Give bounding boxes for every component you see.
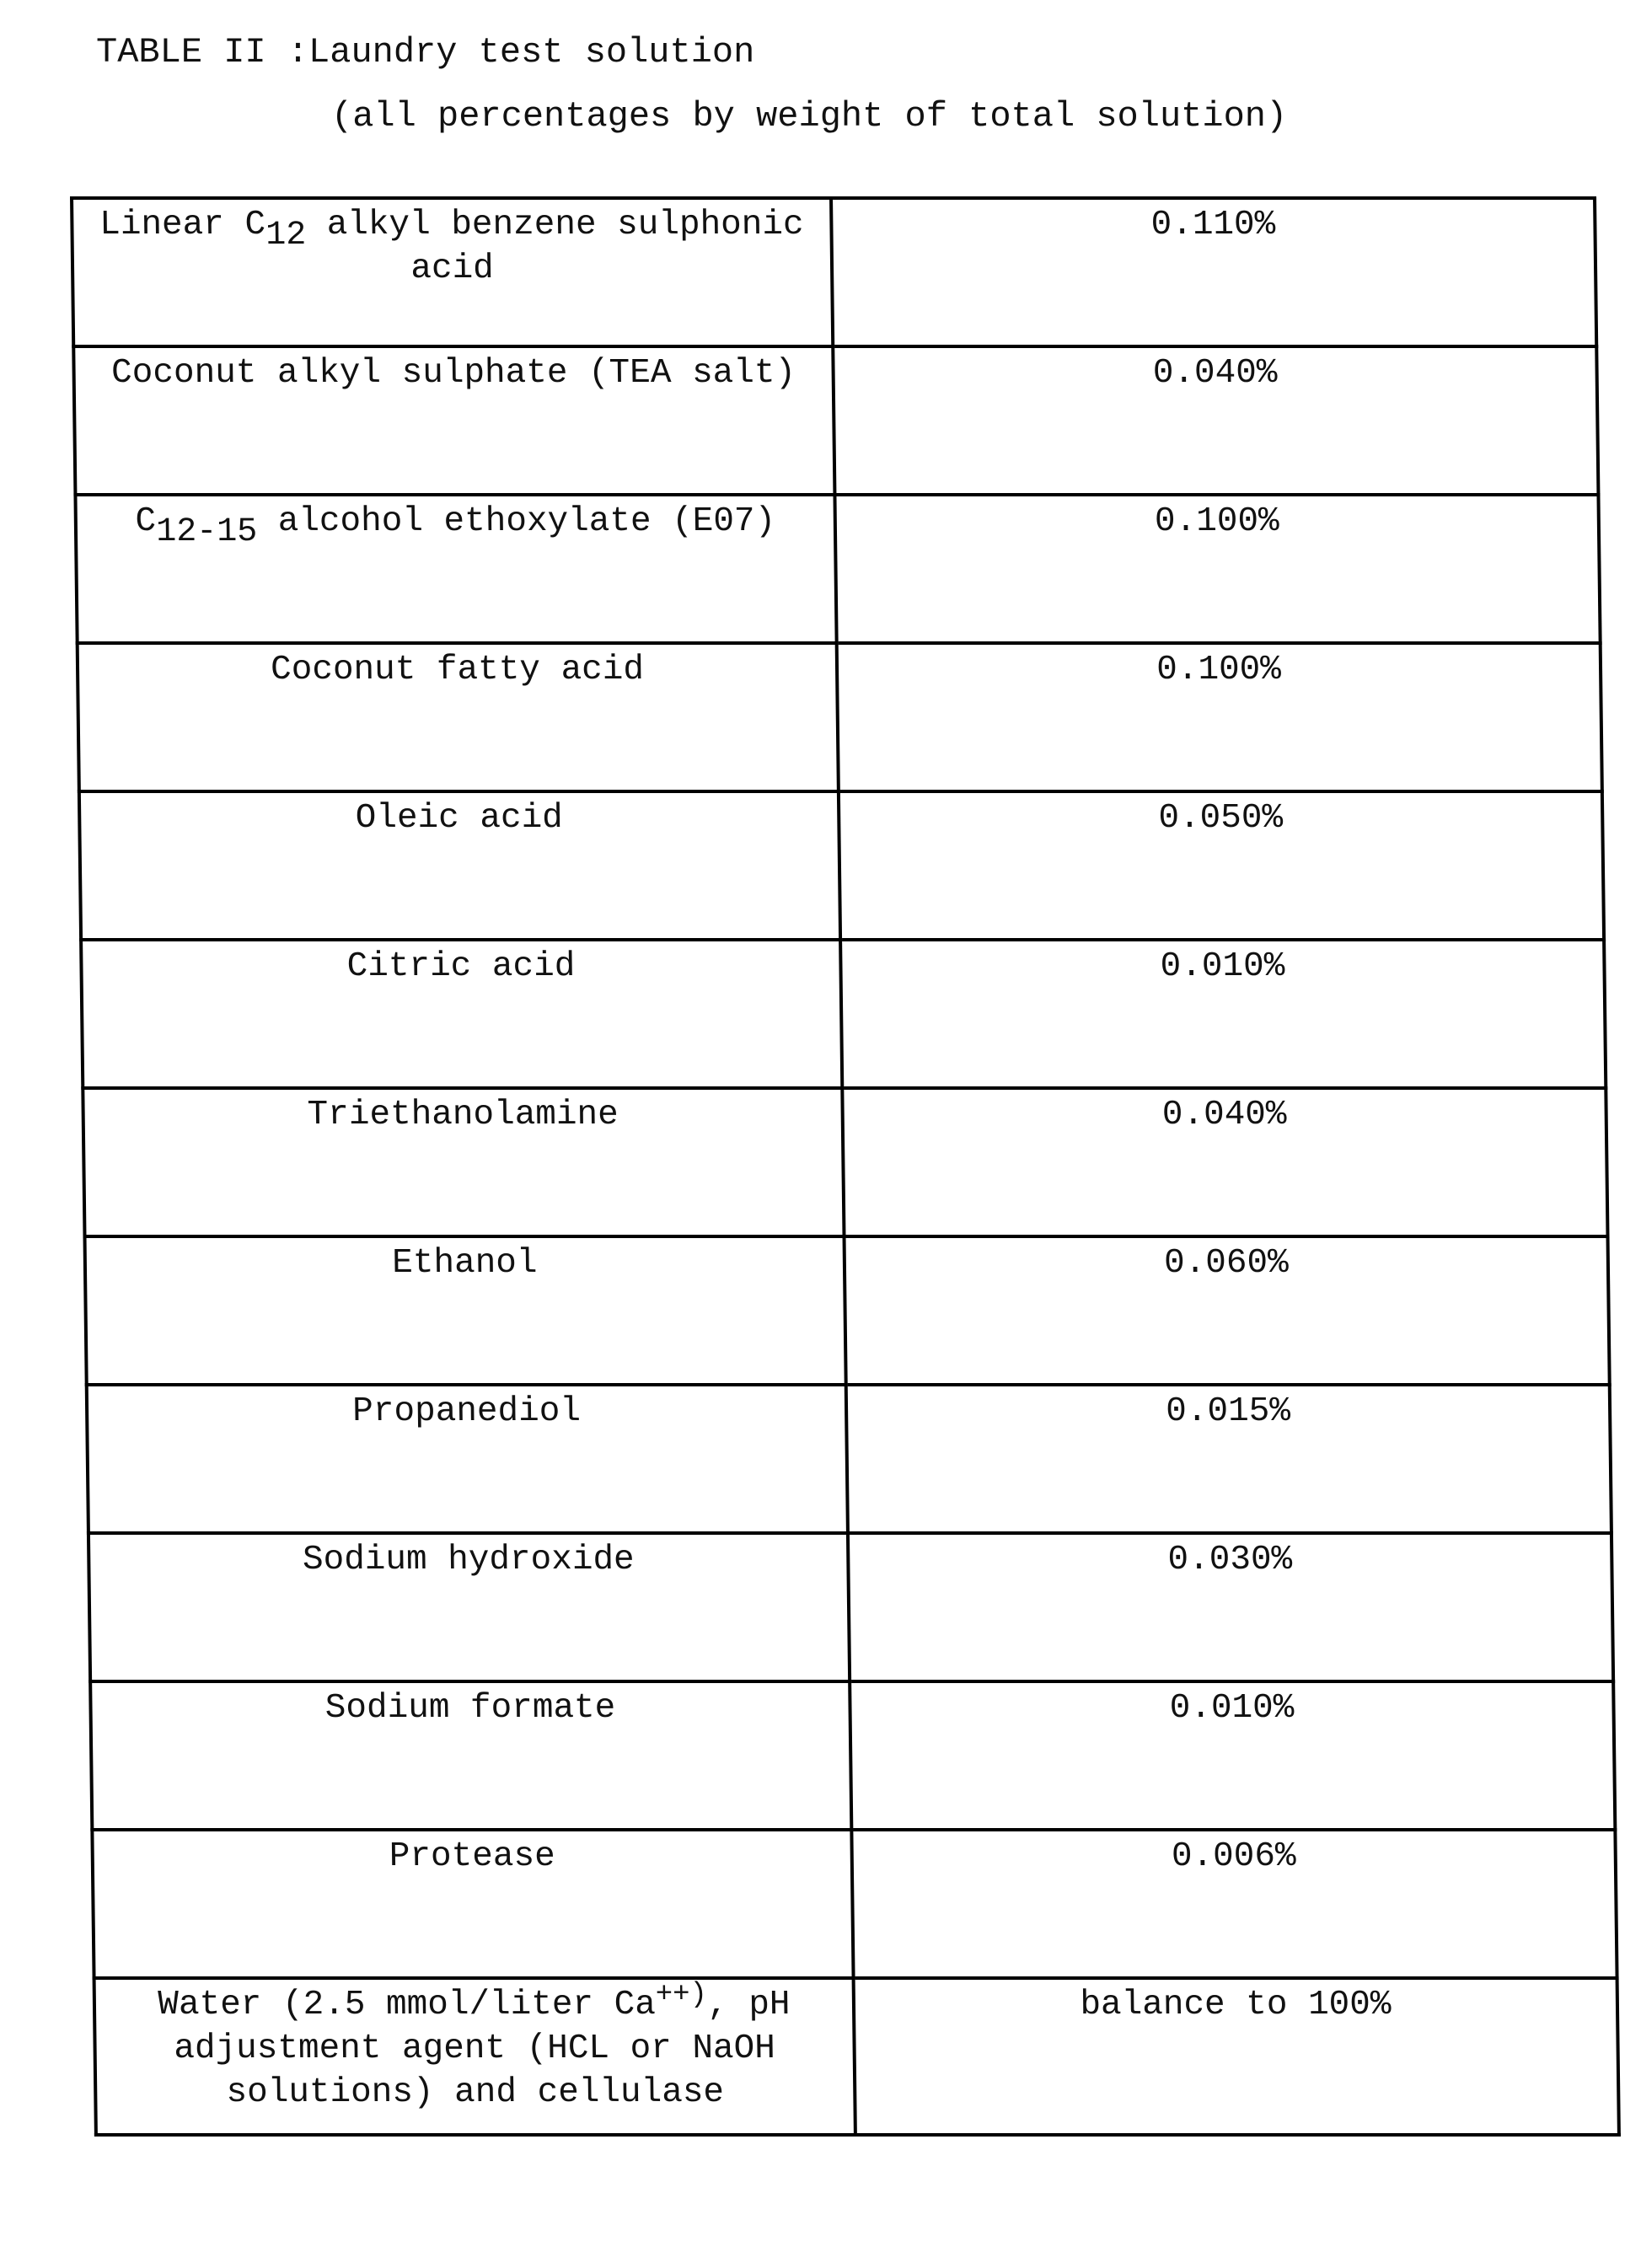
ingredient-text: alcohol ethoxylate (E07)	[256, 502, 776, 541]
ingredient-cell: Propanediol	[87, 1385, 848, 1533]
value-cell: 0.010%	[850, 1681, 1615, 1830]
subscript: 12	[265, 217, 307, 255]
table-row	[79, 791, 1604, 940]
ingredient-cell: Sodium formate	[90, 1681, 851, 1830]
formulation-table	[70, 196, 1621, 2137]
value-cell: 0.040%	[842, 1088, 1607, 1236]
value-cell: 0.110%	[831, 198, 1596, 346]
ingredient-cell: Ethanol	[85, 1236, 846, 1385]
table-row	[88, 1533, 1613, 1681]
ingredient-cell	[75, 495, 836, 643]
superscript: ++)	[655, 1979, 708, 2011]
table-row	[90, 1681, 1615, 1830]
value-cell: balance to 100%	[854, 1978, 1619, 2135]
ingredient-text: Linear C	[99, 206, 266, 244]
value-cell: 0.030%	[848, 1533, 1613, 1681]
ingredient-cell: Protease	[92, 1830, 853, 1978]
ingredient-cell	[72, 198, 833, 346]
ingredient-cell: Coconut fatty acid	[78, 643, 839, 791]
value-cell: 0.100%	[834, 495, 1600, 643]
ingredient-cell: Sodium hydroxide	[88, 1533, 850, 1681]
ingredient-text: Coconut alkyl sulphate (TEA salt)	[110, 354, 796, 393]
ingredient-text: Water (2.5 mmol/liter Ca	[158, 1986, 657, 2024]
table-row	[87, 1385, 1612, 1533]
subscript: 12-15	[155, 513, 258, 551]
table-row	[78, 643, 1602, 791]
ingredient-cell: Triethanolamine	[83, 1088, 844, 1236]
ingredient-cell	[73, 346, 834, 495]
ingredient-text: alkyl benzene sulphonic acid	[305, 206, 804, 288]
value-cell: 0.015%	[846, 1385, 1612, 1533]
ingredient-cell: Citric acid	[81, 940, 842, 1088]
table-row	[92, 1830, 1617, 1978]
ingredient-text: , pH adjustment agent (HCL or NaOH solutions) and cellulase	[174, 1986, 791, 2112]
value-cell: 0.100%	[837, 643, 1602, 791]
ingredient-cell	[94, 1978, 855, 2135]
value-cell: 0.006%	[851, 1830, 1617, 1978]
table-row	[73, 346, 1598, 495]
table-row	[75, 495, 1600, 643]
table-row	[83, 1088, 1607, 1236]
table-subtitle: (all percentages by weight of total solution)	[331, 96, 1288, 137]
formulation-table-container	[70, 196, 1617, 2137]
table-row	[72, 198, 1596, 346]
ingredient-text: C	[135, 502, 157, 541]
table-row	[94, 1978, 1619, 2135]
value-cell: 0.050%	[839, 791, 1604, 940]
value-cell: 0.060%	[845, 1236, 1610, 1385]
table-title: TABLE II :Laundry test solution	[96, 32, 755, 72]
ingredient-cell: Oleic acid	[79, 791, 840, 940]
table-row	[85, 1236, 1610, 1385]
value-cell: 0.040%	[833, 346, 1598, 495]
table-row	[81, 940, 1606, 1088]
value-cell: 0.010%	[840, 940, 1606, 1088]
